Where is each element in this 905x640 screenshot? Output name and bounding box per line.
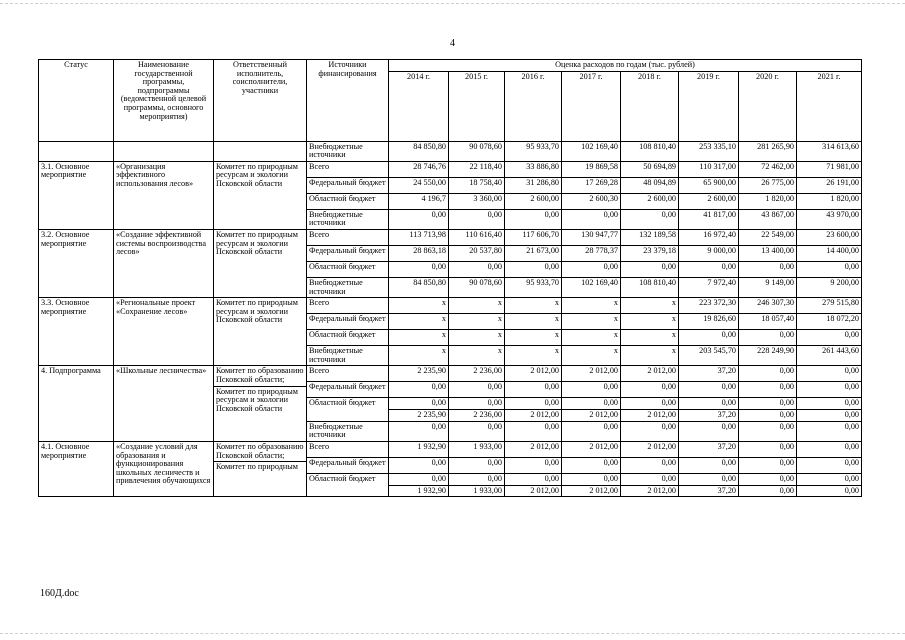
value-cell: 0,00 bbox=[449, 457, 505, 473]
value-cell: 0,00 bbox=[562, 382, 621, 398]
value-cell: 0,00 bbox=[562, 209, 621, 229]
value-cell: 21 673,00 bbox=[505, 246, 562, 262]
source-label: Всего bbox=[307, 366, 389, 382]
value-cell: 203 545,70 bbox=[679, 346, 739, 366]
value-cell: 50 694,89 bbox=[621, 161, 679, 177]
value-stack bbox=[621, 398, 678, 420]
value-bottom: 2 235,90 bbox=[389, 409, 448, 421]
year-header: 2018 г. bbox=[621, 71, 679, 141]
value-cell: 0,00 bbox=[797, 330, 862, 346]
value-cell: 1 932,90 bbox=[389, 441, 449, 457]
value-bottom: 1 932,90 bbox=[389, 485, 448, 497]
value-cell: 28 778,37 bbox=[562, 246, 621, 262]
value-cell bbox=[389, 398, 449, 421]
value-top: 0,00 bbox=[603, 473, 618, 483]
value-cell: 13 400,00 bbox=[739, 246, 797, 262]
value-cell: 0,00 bbox=[739, 441, 797, 457]
name-cell: «Школьные лесничества» bbox=[114, 366, 214, 441]
value-cell: 0,00 bbox=[449, 262, 505, 278]
value-cell: x bbox=[562, 298, 621, 314]
value-cell: 95 933,70 bbox=[505, 278, 562, 298]
value-top: 0,00 bbox=[603, 398, 618, 408]
year-header: 2016 г. bbox=[505, 71, 562, 141]
year-header: 2019 г. bbox=[679, 71, 739, 141]
name-cell: «Организация эффективного использования лесов» bbox=[114, 161, 214, 229]
value-cell: 0,00 bbox=[389, 382, 449, 398]
value-cell: x bbox=[449, 314, 505, 330]
value-cell: 18 758,40 bbox=[449, 177, 505, 193]
value-cell: x bbox=[505, 346, 562, 366]
value-cell: 132 189,58 bbox=[621, 230, 679, 246]
value-top: 0,00 bbox=[487, 473, 502, 483]
value-cell: 0,00 bbox=[389, 457, 449, 473]
status-cell: 3.2. Основное мероприятие bbox=[39, 230, 114, 298]
value-cell: 0,00 bbox=[797, 262, 862, 278]
value-cell: 0,00 bbox=[797, 382, 862, 398]
value-cell: 17 269,28 bbox=[562, 177, 621, 193]
value-cell: 65 900,00 bbox=[679, 177, 739, 193]
value-cell: 23 600,00 bbox=[797, 230, 862, 246]
value-cell: 0,00 bbox=[621, 457, 679, 473]
value-top: 0,00 bbox=[431, 398, 446, 408]
value-cell: 3 360,00 bbox=[449, 193, 505, 209]
executor-secondary: Комитет по природным ресурсам и экологии Псковской области bbox=[214, 386, 306, 441]
value-cell bbox=[739, 398, 797, 421]
value-cell: 24 550,00 bbox=[389, 177, 449, 193]
value-bottom: 2 012,00 bbox=[621, 409, 678, 421]
value-cell: 26 191,00 bbox=[797, 177, 862, 193]
source-label: Внебюджетные источники bbox=[307, 346, 389, 366]
value-cell bbox=[562, 398, 621, 421]
value-cell: x bbox=[621, 314, 679, 330]
value-cell: 0,00 bbox=[389, 209, 449, 229]
source-label: Федеральный бюджет bbox=[307, 314, 389, 330]
value-cell: 0,00 bbox=[505, 421, 562, 441]
value-cell: 314 613,60 bbox=[797, 141, 862, 161]
source-label: Федеральный бюджет bbox=[307, 457, 389, 473]
value-cell: x bbox=[621, 330, 679, 346]
value-cell: 108 810,40 bbox=[621, 278, 679, 298]
value-top: 0,00 bbox=[721, 398, 736, 408]
value-cell: 2 600,00 bbox=[621, 193, 679, 209]
value-cell: 246 307,30 bbox=[739, 298, 797, 314]
value-cell bbox=[679, 473, 739, 496]
value-cell: x bbox=[562, 346, 621, 366]
value-stack bbox=[679, 474, 738, 496]
year-header: 2014 г. bbox=[389, 71, 449, 141]
value-cell: 279 515,80 bbox=[797, 298, 862, 314]
value-cell: 9 000,00 bbox=[679, 246, 739, 262]
header-executor: Ответственный исполнитель, соисполнители, участники bbox=[214, 60, 307, 142]
value-cell: 130 947,77 bbox=[562, 230, 621, 246]
empty-cell bbox=[214, 141, 307, 161]
value-bottom: 2 012,00 bbox=[562, 485, 620, 497]
value-top: 0,00 bbox=[544, 398, 559, 408]
executor-stack bbox=[214, 366, 306, 440]
executor-stack bbox=[214, 442, 306, 496]
value-cell bbox=[449, 473, 505, 496]
value-cell: 26 775,00 bbox=[739, 177, 797, 193]
value-stack bbox=[449, 474, 504, 496]
status-cell: 3.1. Основное мероприятие bbox=[39, 161, 114, 229]
value-cell: 223 372,30 bbox=[679, 298, 739, 314]
status-cell: 4.1. Основное мероприятие bbox=[39, 441, 114, 496]
value-cell: 0,00 bbox=[797, 366, 862, 382]
value-cell: x bbox=[449, 298, 505, 314]
value-cell: x bbox=[505, 330, 562, 346]
value-bottom: 2 012,00 bbox=[621, 485, 678, 497]
value-cell: 2 600,30 bbox=[562, 193, 621, 209]
value-cell: 108 810,40 bbox=[621, 141, 679, 161]
page-number: 4 bbox=[450, 38, 455, 49]
value-cell: 90 078,60 bbox=[449, 278, 505, 298]
value-cell: 28 746,76 bbox=[389, 161, 449, 177]
value-stack bbox=[562, 474, 620, 496]
value-cell: 253 335,10 bbox=[679, 141, 739, 161]
source-label: Внебюджетные источники bbox=[307, 278, 389, 298]
value-cell: 228 249,90 bbox=[739, 346, 797, 366]
footer-filename: 160Д.doc bbox=[40, 588, 79, 599]
value-cell: 9 200,00 bbox=[797, 278, 862, 298]
value-cell: 1 820,00 bbox=[739, 193, 797, 209]
value-cell: 0,00 bbox=[797, 457, 862, 473]
value-cell bbox=[505, 398, 562, 421]
source-label: Областной бюджет bbox=[307, 193, 389, 209]
value-cell: x bbox=[389, 314, 449, 330]
name-cell: «Создание условий для образования и функционирования школьных лесничеств и привлечения обучающихся bbox=[114, 441, 214, 496]
value-cell: 0,00 bbox=[739, 330, 797, 346]
value-cell: 0,00 bbox=[739, 262, 797, 278]
source-label: Всего bbox=[307, 441, 389, 457]
value-cell: x bbox=[389, 330, 449, 346]
value-cell: 84 850,80 bbox=[389, 278, 449, 298]
value-cell: 0,00 bbox=[679, 262, 739, 278]
value-cell: 37,20 bbox=[679, 366, 739, 382]
value-cell: x bbox=[389, 298, 449, 314]
table-row bbox=[39, 161, 862, 177]
value-cell: 0,00 bbox=[562, 421, 621, 441]
value-top: 0,00 bbox=[721, 473, 736, 483]
value-stack bbox=[562, 398, 620, 420]
value-cell: 0,00 bbox=[679, 330, 739, 346]
value-bottom: 2 012,00 bbox=[562, 409, 620, 421]
value-cell: 2 600,00 bbox=[505, 193, 562, 209]
value-cell: 2 012,00 bbox=[621, 366, 679, 382]
value-cell: 0,00 bbox=[389, 421, 449, 441]
table-row bbox=[39, 298, 862, 314]
source-label: Всего bbox=[307, 161, 389, 177]
value-cell: 0,00 bbox=[449, 209, 505, 229]
value-cell bbox=[621, 473, 679, 496]
value-cell: 0,00 bbox=[562, 457, 621, 473]
value-bottom: 0,00 bbox=[739, 485, 796, 497]
header-row bbox=[39, 60, 862, 72]
year-header: 2020 г. bbox=[739, 71, 797, 141]
value-cell: 84 850,80 bbox=[389, 141, 449, 161]
table-row bbox=[39, 366, 862, 382]
value-cell: 0,00 bbox=[562, 262, 621, 278]
value-cell: 18 072,20 bbox=[797, 314, 862, 330]
value-cell: 0,00 bbox=[739, 366, 797, 382]
value-stack bbox=[389, 474, 448, 496]
value-bottom: 1 933,00 bbox=[449, 485, 504, 497]
source-label: Всего bbox=[307, 230, 389, 246]
value-cell: 0,00 bbox=[449, 382, 505, 398]
value-cell: 281 265,90 bbox=[739, 141, 797, 161]
value-cell: 2 012,00 bbox=[621, 441, 679, 457]
value-cell bbox=[562, 473, 621, 496]
value-cell: 20 537,80 bbox=[449, 246, 505, 262]
value-cell: 2 012,00 bbox=[505, 366, 562, 382]
value-stack bbox=[739, 398, 796, 420]
source-label: Внебюджетные источники bbox=[307, 141, 389, 161]
source-label: Внебюджетные источники bbox=[307, 209, 389, 229]
source-label: Областной бюджет bbox=[307, 398, 389, 421]
value-cell: 2 600,00 bbox=[679, 193, 739, 209]
source-label: Областной бюджет bbox=[307, 473, 389, 496]
value-cell: 0,00 bbox=[505, 209, 562, 229]
value-cell: 28 863,18 bbox=[389, 246, 449, 262]
value-cell: 117 606,70 bbox=[505, 230, 562, 246]
value-cell: 261 443,60 bbox=[797, 346, 862, 366]
value-cell: 0,00 bbox=[797, 421, 862, 441]
value-cell: 0,00 bbox=[739, 457, 797, 473]
value-top: 0,00 bbox=[779, 398, 794, 408]
value-stack bbox=[797, 474, 861, 496]
value-cell: 23 379,18 bbox=[621, 246, 679, 262]
table-row bbox=[39, 441, 862, 457]
value-cell: 0,00 bbox=[621, 262, 679, 278]
value-cell: 19 826,60 bbox=[679, 314, 739, 330]
value-top: 0,00 bbox=[487, 398, 502, 408]
year-header: 2017 г. bbox=[562, 71, 621, 141]
value-cell: 2 012,00 bbox=[562, 366, 621, 382]
value-top: 0,00 bbox=[779, 473, 794, 483]
value-cell: 2 236,00 bbox=[449, 366, 505, 382]
value-cell: 7 972,40 bbox=[679, 278, 739, 298]
value-cell: 0,00 bbox=[621, 382, 679, 398]
value-cell: 0,00 bbox=[679, 421, 739, 441]
value-bottom: 2 012,00 bbox=[505, 409, 561, 421]
source-label: Федеральный бюджет bbox=[307, 382, 389, 398]
value-bottom: 2 012,00 bbox=[505, 485, 561, 497]
value-cell: 102 169,40 bbox=[562, 278, 621, 298]
value-cell: 0,00 bbox=[797, 441, 862, 457]
value-cell: 22 549,00 bbox=[739, 230, 797, 246]
value-bottom: 0,00 bbox=[797, 409, 861, 421]
value-cell: 37,20 bbox=[679, 441, 739, 457]
name-cell: «Создание эффективной системы воспроизводства лесов» bbox=[114, 230, 214, 298]
value-stack bbox=[739, 474, 796, 496]
value-cell: x bbox=[389, 346, 449, 366]
value-cell bbox=[621, 398, 679, 421]
source-label: Областной бюджет bbox=[307, 330, 389, 346]
empty-cell bbox=[39, 141, 114, 161]
executor-cell bbox=[214, 441, 307, 496]
value-cell: 0,00 bbox=[389, 262, 449, 278]
value-stack bbox=[505, 474, 561, 496]
value-cell: 0,00 bbox=[449, 421, 505, 441]
value-cell: 19 869,58 bbox=[562, 161, 621, 177]
executor-cell: Комитет по природным ресурсам и экологии Псковской области bbox=[214, 161, 307, 229]
value-cell bbox=[797, 398, 862, 421]
value-cell: 43 867,00 bbox=[739, 209, 797, 229]
value-cell: 4 196,7 bbox=[389, 193, 449, 209]
value-stack bbox=[797, 398, 861, 420]
value-cell: 0,00 bbox=[505, 262, 562, 278]
value-top: 0,00 bbox=[661, 398, 676, 408]
value-cell: 95 933,70 bbox=[505, 141, 562, 161]
value-cell bbox=[679, 398, 739, 421]
value-cell: 41 817,00 bbox=[679, 209, 739, 229]
value-cell: x bbox=[621, 298, 679, 314]
value-cell: 102 169,40 bbox=[562, 141, 621, 161]
value-stack bbox=[621, 474, 678, 496]
value-cell: 1 820,00 bbox=[797, 193, 862, 209]
value-cell: 48 094,89 bbox=[621, 177, 679, 193]
source-label: Всего bbox=[307, 298, 389, 314]
header-sources: Источники финансирования bbox=[307, 60, 389, 142]
value-bottom: 0,00 bbox=[739, 409, 796, 421]
value-cell: 0,00 bbox=[621, 209, 679, 229]
value-stack bbox=[505, 398, 561, 420]
value-bottom: 0,00 bbox=[797, 485, 861, 497]
executor-secondary: Комитет по природным bbox=[214, 461, 306, 496]
value-cell: 16 972,40 bbox=[679, 230, 739, 246]
executor-cell: Комитет по природным ресурсам и экологии Псковской области bbox=[214, 230, 307, 298]
value-cell: 31 286,80 bbox=[505, 177, 562, 193]
executor-primary: Комитет по образованию Псковской области; bbox=[216, 441, 304, 460]
value-cell: 90 078,60 bbox=[449, 141, 505, 161]
source-label: Областной бюджет bbox=[307, 262, 389, 278]
value-cell: 113 713,98 bbox=[389, 230, 449, 246]
value-cell: 0,00 bbox=[621, 421, 679, 441]
value-cell: 9 149,00 bbox=[739, 278, 797, 298]
value-cell: 1 933,00 bbox=[449, 441, 505, 457]
value-cell: 71 981,00 bbox=[797, 161, 862, 177]
executor-cell bbox=[214, 366, 307, 441]
value-cell: 2 235,90 bbox=[389, 366, 449, 382]
value-cell: 14 400,00 bbox=[797, 246, 862, 262]
value-top: 0,00 bbox=[844, 398, 860, 408]
year-header: 2021 г. bbox=[797, 71, 862, 141]
value-bottom: 2 236,00 bbox=[449, 409, 504, 421]
value-bottom: 37,20 bbox=[679, 409, 738, 421]
header-estimate: Оценка расходов по годам (тыс. рублей) bbox=[389, 60, 862, 72]
value-cell: 43 970,00 bbox=[797, 209, 862, 229]
value-cell: 2 012,00 bbox=[562, 441, 621, 457]
value-cell: x bbox=[621, 346, 679, 366]
value-cell: x bbox=[505, 298, 562, 314]
value-cell: x bbox=[449, 346, 505, 366]
value-cell bbox=[449, 398, 505, 421]
value-stack bbox=[449, 398, 504, 420]
expense-table bbox=[38, 59, 862, 497]
value-cell bbox=[797, 473, 862, 496]
value-cell: 0,00 bbox=[679, 457, 739, 473]
value-cell: 110 616,40 bbox=[449, 230, 505, 246]
value-cell: x bbox=[562, 314, 621, 330]
status-cell: 3.3. Основное мероприятие bbox=[39, 298, 114, 366]
value-cell: 33 886,80 bbox=[505, 161, 562, 177]
source-label: Федеральный бюджет bbox=[307, 177, 389, 193]
source-label: Федеральный бюджет bbox=[307, 246, 389, 262]
empty-cell bbox=[114, 141, 214, 161]
value-stack bbox=[389, 398, 448, 420]
value-cell: 22 118,40 bbox=[449, 161, 505, 177]
header-name: Наименование государственной программы, подпрограммы (ведомственной целевой программы, основного мероприятия) bbox=[114, 60, 214, 142]
value-cell: 18 057,40 bbox=[739, 314, 797, 330]
source-label: Внебюджетные источники bbox=[307, 421, 389, 441]
value-cell: 72 462,00 bbox=[739, 161, 797, 177]
table-row bbox=[39, 141, 862, 161]
value-cell bbox=[389, 473, 449, 496]
value-cell: 0,00 bbox=[679, 382, 739, 398]
value-cell: 110 317,00 bbox=[679, 161, 739, 177]
value-top: 0,00 bbox=[544, 473, 559, 483]
value-cell: 0,00 bbox=[739, 421, 797, 441]
value-cell bbox=[505, 473, 562, 496]
value-top: 0,00 bbox=[431, 473, 446, 483]
value-cell: x bbox=[505, 314, 562, 330]
year-header: 2015 г. bbox=[449, 71, 505, 141]
value-cell: x bbox=[449, 330, 505, 346]
value-cell bbox=[739, 473, 797, 496]
value-bottom: 37,20 bbox=[679, 485, 738, 497]
status-cell: 4. Подпрограмма bbox=[39, 366, 114, 441]
value-cell: 0,00 bbox=[505, 457, 562, 473]
name-cell: «Региональные проект «Сохранение лесов» bbox=[114, 298, 214, 366]
value-top: 0,00 bbox=[844, 473, 860, 483]
value-cell: 0,00 bbox=[739, 382, 797, 398]
header-status: Статус bbox=[39, 60, 114, 142]
executor-cell: Комитет по природным ресурсам и экологии Псковской области bbox=[214, 298, 307, 366]
value-cell: 0,00 bbox=[505, 382, 562, 398]
value-stack bbox=[679, 398, 738, 420]
table-row bbox=[39, 230, 862, 246]
value-top: 0,00 bbox=[661, 473, 676, 483]
executor-primary: Комитет по образованию Псковской области; bbox=[216, 366, 304, 385]
value-cell: x bbox=[562, 330, 621, 346]
value-cell: 2 012,00 bbox=[505, 441, 562, 457]
